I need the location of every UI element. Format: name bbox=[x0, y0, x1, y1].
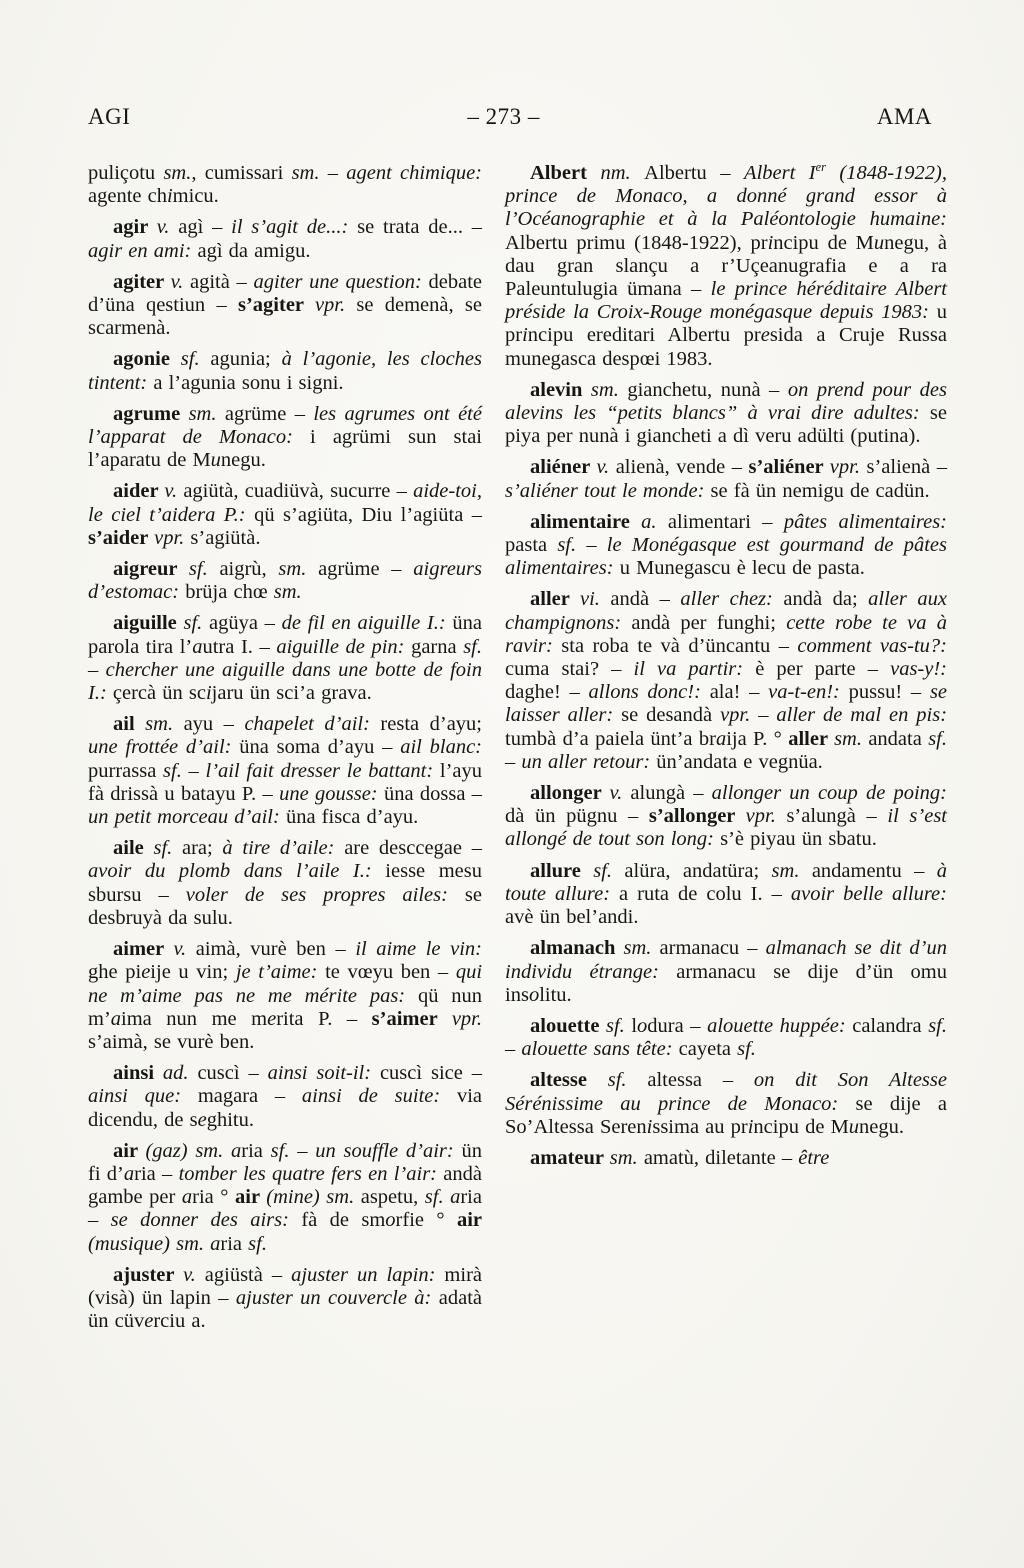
dictionary-entry: amateur sm. amatù, diletante – être bbox=[530, 1146, 830, 1169]
headword: ail bbox=[113, 713, 146, 736]
headword: almanach bbox=[530, 937, 624, 960]
headword: air bbox=[456, 1209, 482, 1232]
header-page-number: – 273 – bbox=[467, 104, 540, 129]
dictionary-entry: aigreur sf. aigrù, sm. agrüme – aigreurs d’estomac: brüja chœ sm. bbox=[88, 558, 482, 604]
headword: alouette bbox=[530, 1014, 606, 1037]
headword: agiter bbox=[113, 270, 171, 293]
dictionary-entry: aliéner v. alienà, vende – s’aliéner vpr. s’alienà – s’aliéner tout le monde: se fà ün nemigu de cadün. bbox=[505, 456, 948, 502]
dictionary-entry: allonger v. alungà – allonger un coup de poing: dà ün pügnu – s’allonger vpr. s’alungà – il s’est allongé de tout son long: s’è piyau ün sbatu. bbox=[505, 782, 948, 851]
dictionary-entry: aile sf. ara; à tire d’aile: are desccegae – avoir du plomb dans l’aile I.: iesse mesu sbursu – voler de ses propres ailes: se desbruyà da sulu. bbox=[88, 837, 483, 929]
headword: aller bbox=[530, 588, 580, 611]
headword: aile bbox=[113, 837, 154, 860]
dictionary-entry: Albert nm. Albertu – Albert Ier (1848-1922), prince de Monaco, a donné grand essor à l’Océanographie et à la Paléontologie humaine: Albertu primu (1848-1922), principu de Munegu, à dau gran slançu a r’Uçeanugrafia e a ra Paleuntulugia ümana – le prince héréditaire Albert préside la Croix-Rouge monégasque depuis 1983: u principu ereditari Albertu presida a Cruje Russa munegasca despœi 1983. bbox=[505, 160, 948, 370]
headword: s’aliéner bbox=[748, 456, 830, 479]
text-columns bbox=[88, 162, 947, 1341]
headword: aigreur bbox=[113, 558, 189, 581]
dictionary-entry: alevin sm. gianchetu, nunà – on prend pour des alevins les “petits blancs” à vrai dire adultes: se piya per nunà i giancheti a dì veru adülti (putina). bbox=[505, 378, 947, 448]
dictionary-entry: aller vi. andà – aller chez: andà da; aller aux champignons: andà per funghi; cette robe te va à ravir: sta roba te và d’üncantu – comment vas-tu?: cuma stai? – il va partir: è per parte – vas-y!: daghe! – allons donc!: ala! – va-t-en!: pussu! – se laisser aller: se desandà vpr. – aller de mal en pis: tumbà d’a paiela ünt’a braija P. ° aller sm. andata sf. – un aller retour: ün’andata e vegnüa. bbox=[505, 588, 948, 773]
dictionary-entry: agonie sf. agunia; à l’agonie, les cloches tintent: a l’agunia sonu i signi. bbox=[88, 348, 482, 394]
headword: amateur bbox=[530, 1146, 610, 1169]
dictionary-entry: puliçotu sm., cumissari sm. – agent chimique: agente chimicu. bbox=[88, 162, 482, 208]
headword: alimentaire bbox=[530, 510, 642, 533]
headword: air bbox=[235, 1186, 267, 1209]
headword: aller bbox=[788, 727, 835, 750]
dictionary-entry: ainsi ad. cuscì – ainsi soit-il: cuscì sice – ainsi que: magara – ainsi de suite: via dicendu, de seghitu. bbox=[88, 1062, 482, 1131]
headword: ajuster bbox=[113, 1263, 184, 1286]
dictionary-entry: ajuster v. agiüstà – ajuster un lapin: mirà (visà) ün lapin – ajuster un couvercle à: adatà ün cüverciu a. bbox=[88, 1263, 482, 1333]
dictionary-entry: almanach sm. armanacu – almanach se dit d’un individu étrange: armanacu se dije d’ün omu insolitu. bbox=[505, 937, 947, 1006]
headword: aimer bbox=[113, 938, 174, 961]
dictionary-entry: agir v. agì – il s’agit de...: se trata de... – agir en ami: agì da amigu. bbox=[88, 216, 483, 262]
dictionary-entry: aiguille sf. agüya – de fil en aiguille I.: üna parola tira l’autra I. – aiguille de pin: garna sf. – chercher une aiguille dans une botte de foin I.: çercà ün scijaru ün sci’a grava. bbox=[88, 612, 482, 705]
dictionary-entry: agiter v. agità – agiter une question: debate d’üna qestiun – s’agiter vpr. se demenà, se scarmenà. bbox=[88, 270, 482, 340]
headword: Albert bbox=[530, 162, 601, 184]
dictionary-entry: ail sm. ayu – chapelet d’ail: resta d’ayu; une frottée d’ail: üna soma d’ayu – ail blanc: purrassa sf. – l’ail fait dresser le battant: l’ayu fà drissà u batayu P. – une gousse: üna dossa – un petit morceau d’ail: üna fisca d’ayu. bbox=[88, 713, 483, 829]
headword: s’aider bbox=[88, 526, 155, 549]
headword: agir bbox=[113, 216, 157, 239]
dictionary-entry: alouette sf. lodura – alouette huppée: calandra sf. – alouette sans tête: cayeta sf. bbox=[505, 1014, 947, 1061]
headword: agonie bbox=[113, 348, 181, 371]
dictionary-entry: agrume sm. agrüme – les agrumes ont été l’apparat de Monaco: i agrümi sun stai l’aparatu de Munegu. bbox=[88, 402, 482, 472]
header-guide-word-right: AMA bbox=[876, 104, 932, 129]
headword: aliéner bbox=[530, 456, 597, 479]
headword: aider bbox=[113, 480, 165, 503]
headword: agrume bbox=[113, 402, 189, 425]
headword: allonger bbox=[530, 782, 610, 805]
headword: s’agiter bbox=[238, 294, 315, 317]
dictionary-entry: alimentaire a. alimentari – pâtes alimentaires: pasta sf. – le Monégasque est gourmand de pâtes alimentaires: u Munegascu è lecu de pasta. bbox=[505, 510, 947, 580]
running-head bbox=[88, 104, 932, 130]
dictionary-entry: allure sf. alüra, andatüra; sm. andamentu – à toute allure: a ruta de colu I. – avoir belle allure: avè ün bel’andi. bbox=[505, 859, 947, 929]
dictionary-entry: aider v. agiütà, cuadiüvà, sucurre – aide-toi, le ciel t’aidera P.: qü s’agiüta, Diu l’agiüta – s’aider vpr. s’agiütà. bbox=[88, 480, 482, 549]
headword: altesse bbox=[530, 1069, 608, 1092]
text-column-left bbox=[88, 162, 482, 1341]
dictionary-entry: altesse sf. altessa – on dit Son Altesse Sérénissime au prince de Monaco: se dije a So’Altessa Serenissima au principu de Munegu. bbox=[505, 1069, 947, 1138]
dictionary-entry: aimer v. aimà, vurè ben – il aime le vin: ghe pieije u vin; je t’aime: te vœyu ben – qui ne m’aime pas ne me mérite pas: qü nun m’aima nun me merita P. – s’aimer vpr. s’aimà, se vurè ben. bbox=[88, 938, 483, 1053]
headword: air bbox=[113, 1139, 146, 1162]
headword: allure bbox=[530, 859, 594, 882]
text-column-right bbox=[505, 162, 947, 1341]
headword: s’aimer bbox=[371, 1007, 452, 1030]
headword: aiguille bbox=[113, 612, 184, 635]
headword: s’allonger bbox=[648, 805, 746, 828]
dictionary-entry: air (gaz) sm. aria sf. – un souffle d’air: ün fi d’aria – tomber les quatre fers en l’air: andà gambe per aria ° air (mine) sm. aspetu, sf. aria – se donner des airs: fà de smorfie ° air (musique) sm. aria sf. bbox=[88, 1139, 482, 1255]
header-guide-word-left: AGI bbox=[88, 104, 131, 129]
headword: alevin bbox=[530, 378, 591, 401]
headword: ainsi bbox=[113, 1062, 163, 1085]
